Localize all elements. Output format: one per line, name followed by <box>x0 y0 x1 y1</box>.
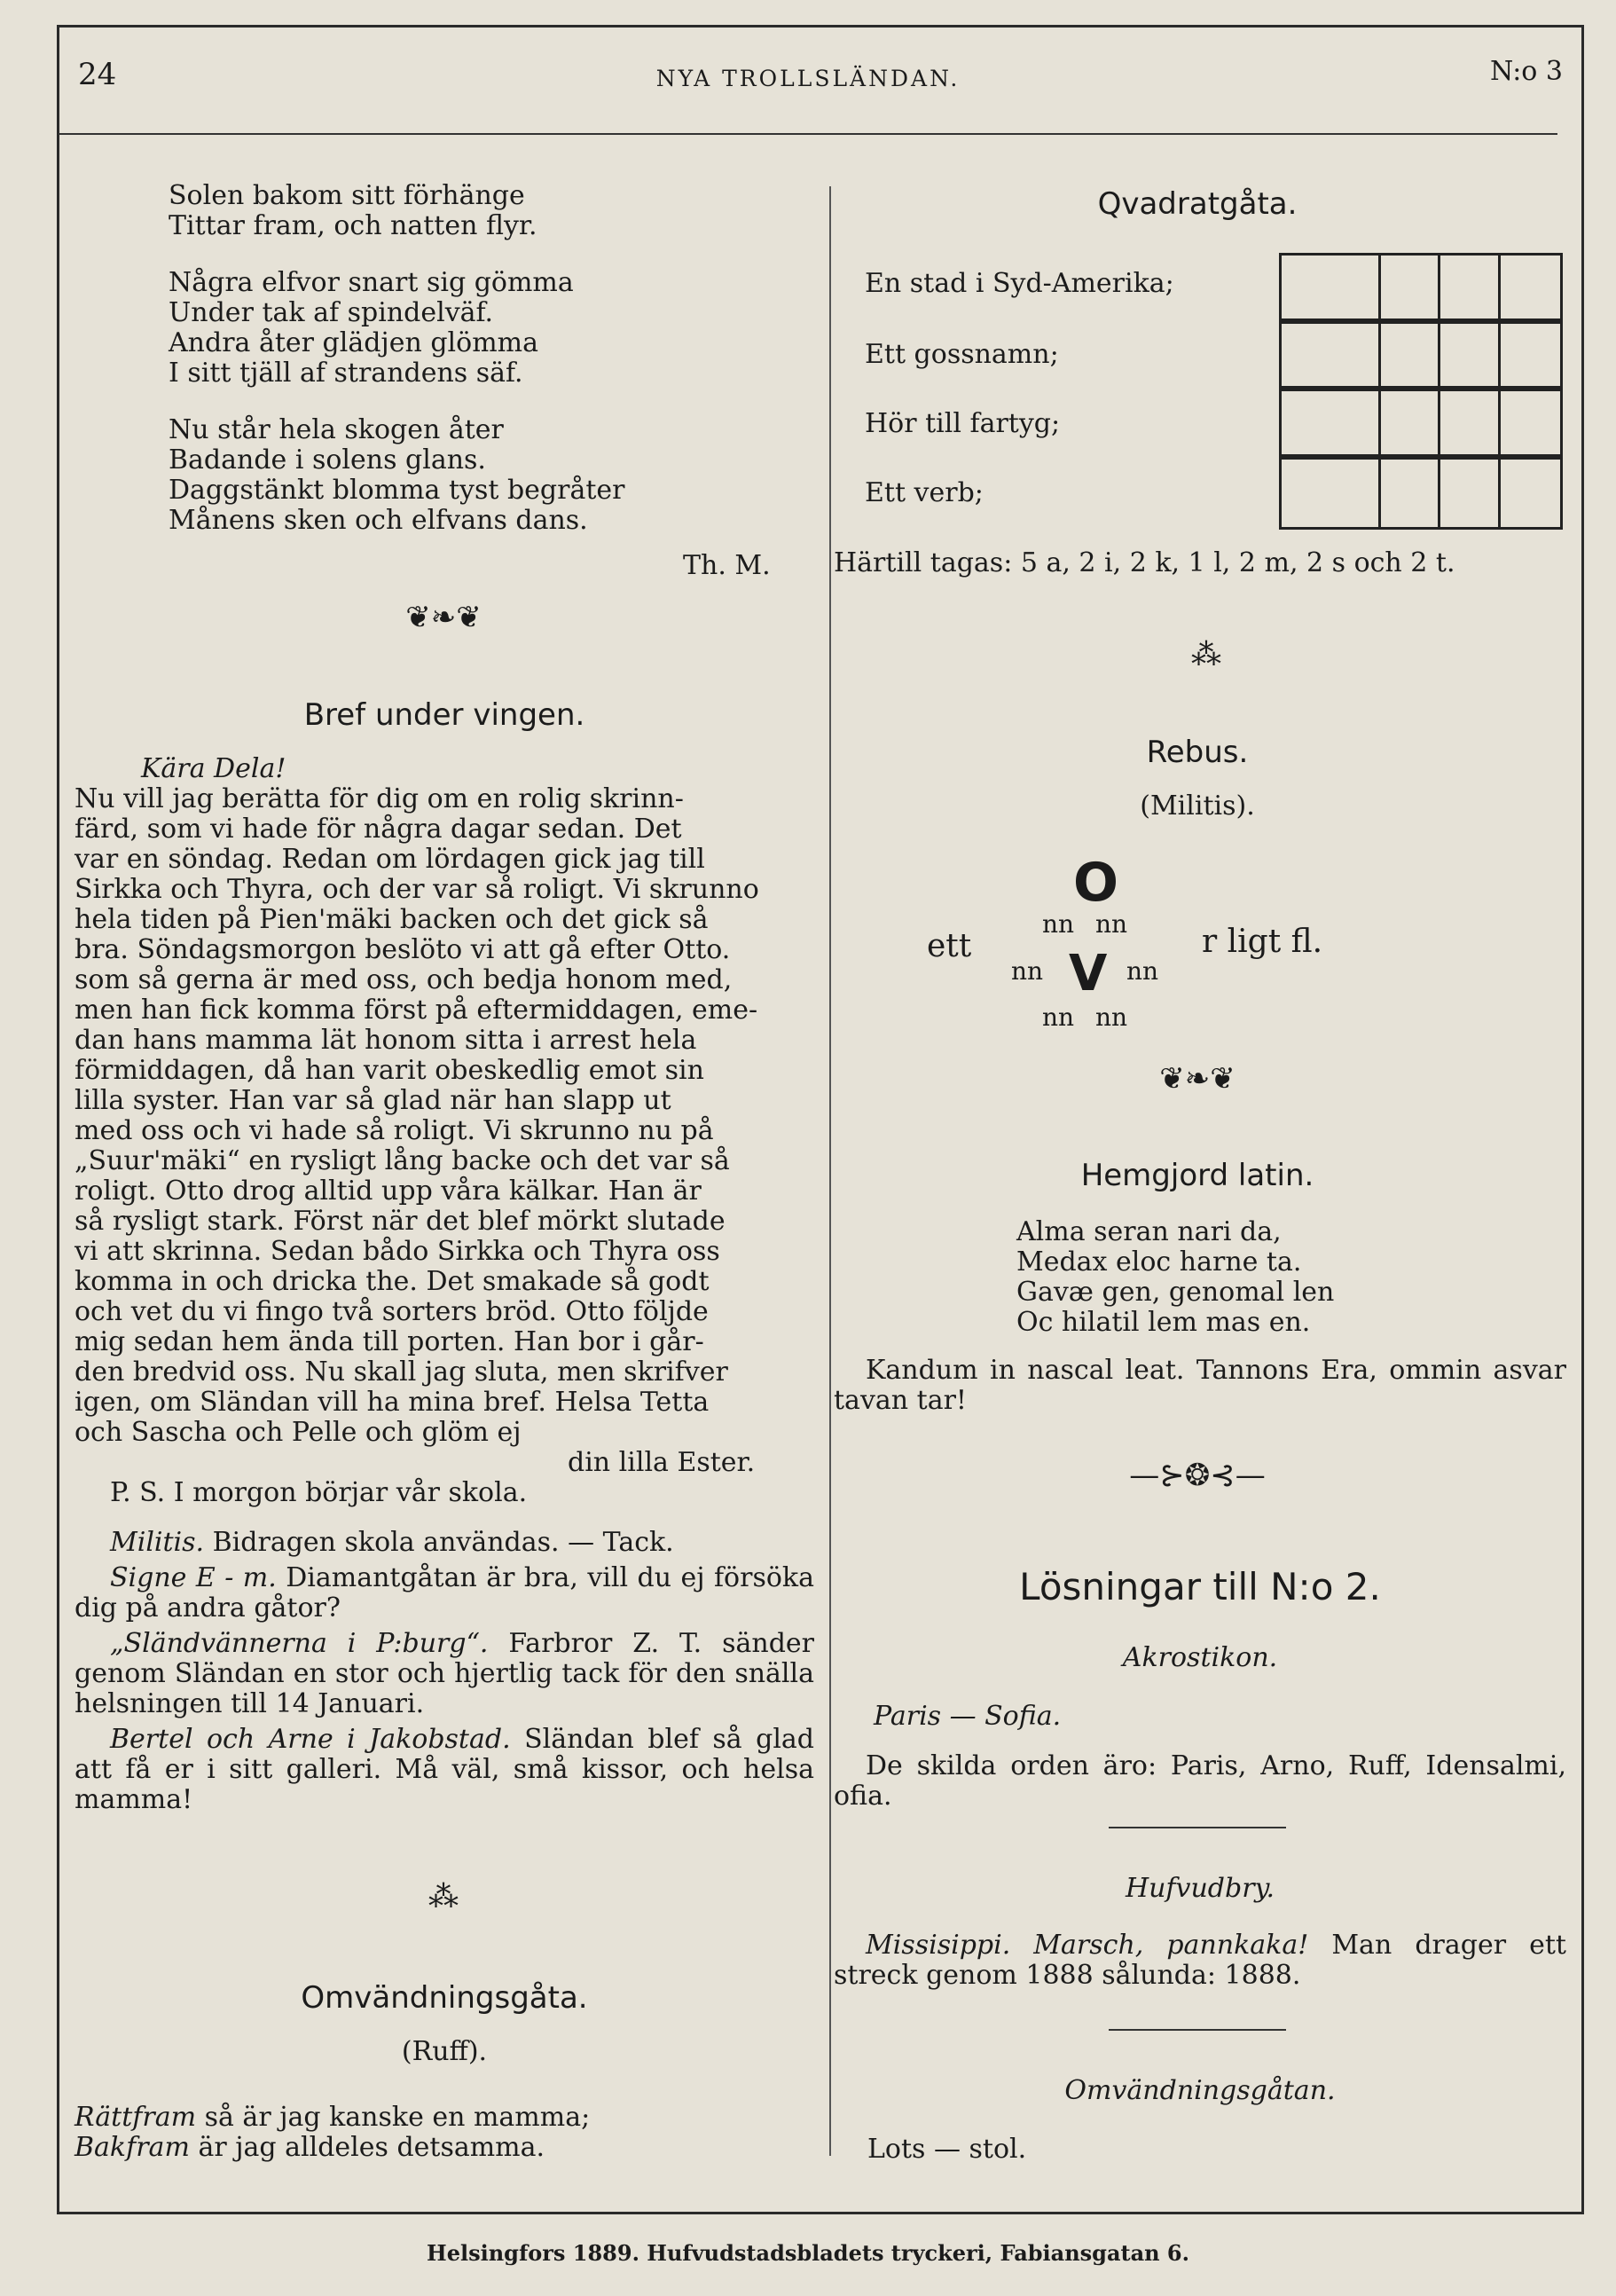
note-name: „Sländvännerna i P:burg“. <box>110 1628 489 1659</box>
letter-line: färd, som vi hade för några dagar sedan. Det <box>75 814 682 845</box>
poem-line: Daggstänkt blomma tyst begråter <box>169 475 625 506</box>
ornament-icon: ❦❧❦ <box>405 600 482 635</box>
letter-line: dan hans mamma lät honom sitta i arrest hela <box>75 1025 697 1056</box>
ornament-icon: ⁂ <box>1191 637 1221 672</box>
qvadrat-letters: Härtill tagas: 5 a, 2 i, 2 k, 1 l, 2 m, 2 s och 2 t. <box>834 547 1455 578</box>
hufvudbry-title: Hufvudbry. <box>1125 1873 1275 1904</box>
letter-salutation: Kära Dela! <box>141 753 286 784</box>
latin-line: Medax eloc harne ta. <box>1016 1246 1302 1278</box>
letter-closing: din lilla Ester. <box>568 1447 756 1478</box>
letter-line: mig sedan hem ända till porten. Han bor i går- <box>75 1326 704 1357</box>
note <box>75 1725 814 1815</box>
poem-line: I sitt tjäll af strandens säf. <box>169 358 523 389</box>
grid-cell <box>1282 460 1381 528</box>
qvadrat-grid <box>1279 253 1563 530</box>
qvadrat-clue: En stad i Syd-Amerika; <box>865 268 1174 299</box>
rebus-o: O <box>1073 852 1119 914</box>
letter-line: bra. Söndagsmorgon beslöto vi att gå efter Otto. <box>75 934 731 965</box>
separator-rule <box>1109 1827 1286 1828</box>
grid-cell <box>1440 391 1500 460</box>
journal-title: NYA TROLLSLÄNDAN. <box>655 66 961 91</box>
letter-line: vi att skrinna. Sedan bådo Sirkka och Thyra oss <box>75 1236 720 1267</box>
letter-line: komma in och dricka the. Det smakade så godt <box>75 1266 710 1297</box>
omvandning-text: är jag alldeles detsamma. <box>198 2132 545 2163</box>
ornament-icon: ❦❧❦ <box>1159 1061 1236 1097</box>
omv-solution-title: Omvändningsgåtan. <box>1064 2075 1336 2106</box>
grid-cell <box>1282 391 1381 460</box>
rebus-v: V <box>1069 945 1108 1003</box>
rebus-nn: nn <box>1042 1003 1075 1032</box>
latin-verse <box>1016 1217 1334 1338</box>
letter-line: den bredvid oss. Nu skall jag sluta, men skrifver <box>75 1356 728 1388</box>
issue-number: N:o 3 <box>1490 56 1563 87</box>
note-name: Militis. <box>110 1527 205 1558</box>
poem-signature: Th. M. <box>683 550 771 581</box>
letter-line: var en söndag. Redan om lördagen gick jag till <box>75 844 705 875</box>
omvandning-label: Rättfram <box>75 2102 197 2133</box>
note-text: Farbror Z. T. sänder genom Sländan en stor och hjertlig tack för den snälla helsningen till 14 Januari. <box>75 1628 814 1719</box>
ornament-icon: ⁂ <box>428 1879 459 1915</box>
solutions-title: Lösningar till N:o 2. <box>1019 1565 1381 1608</box>
letter-line: med oss och vi hade så roligt. Vi skrunno nu på <box>75 1115 714 1146</box>
note <box>75 1629 814 1719</box>
note <box>75 1563 814 1624</box>
grid-cell <box>1381 391 1440 460</box>
grid-cell <box>1282 256 1381 324</box>
grid-cell <box>1381 324 1440 392</box>
poem-line: Tittar fram, och natten flyr. <box>169 210 537 241</box>
rebus-ett: ett <box>927 928 972 964</box>
akrostikon-text: De skilda orden äro: Paris, Arno, Ruff, Idensalmi, ofia. <box>834 1750 1566 1812</box>
letter-line: igen, om Sländan vill ha mina bref. Helsa Tetta <box>75 1387 710 1418</box>
letter-line: hela tiden på Pien'mäki backen och det gick så <box>75 904 709 935</box>
poem-line: Badande i solens glans. <box>169 444 486 476</box>
poem-line: Nu står hela skogen åter <box>169 414 504 445</box>
grid-cell <box>1381 460 1440 528</box>
grid-cell <box>1501 391 1560 460</box>
omvandning-body <box>75 2103 814 2163</box>
poem-line: Solen bakom sitt förhänge <box>169 180 525 211</box>
rebus-nn: nn <box>1042 909 1075 939</box>
qvadrat-title: Qvadratgåta. <box>1097 186 1298 222</box>
poem-line: Månens sken och elfvans dans. <box>169 505 588 536</box>
column-divider <box>829 186 831 2156</box>
grid-cell <box>1501 460 1560 528</box>
editor-notes <box>75 1528 814 1820</box>
note-name: Signe E - m. <box>110 1562 277 1593</box>
grid-cell <box>1282 324 1381 392</box>
poem-stanza <box>169 268 807 389</box>
letter-title: Bref under vingen. <box>303 697 585 733</box>
omvandning-text: så är jag kanske en mamma; <box>204 2102 591 2133</box>
hufvudbry-body <box>834 1930 1566 1991</box>
letter-line: Sirkka och Thyra, och der var så roligt. Vi skrunno <box>75 874 759 905</box>
imprint-footer: Helsingfors 1889. Hufvudstadsbladets tryckeri, Fabiansgatan 6. <box>427 2240 1189 2266</box>
letter-ps: P. S. I morgon börjar vår skola. <box>110 1477 528 1508</box>
qvadrat-clue: Ett gossnamn; <box>865 339 1059 370</box>
hufvudbry-text: Man drager ett streck genom 1888 sålunda: 1888. <box>834 1930 1566 1991</box>
note <box>75 1528 814 1558</box>
omv-solution-answer: Lots — stol. <box>867 2134 1027 2165</box>
note-text: Sländan blef så glad att få er i sitt galleri. Må väl, små kissor, och helsa mamma! <box>75 1724 815 1815</box>
omvandning-line <box>75 2103 814 2133</box>
page-number: 24 <box>78 57 117 92</box>
hufvudbry-label: Missisippi. <box>866 1930 1011 1961</box>
separator-rule <box>1109 2029 1286 2031</box>
rebus-nn: nn <box>1126 956 1159 986</box>
latin-prose: Kandum in nascal leat. Tannons Era, ommin asvar tavan tar! <box>834 1355 1566 1416</box>
qvadrat-clue: Hör till fartyg; <box>865 408 1061 439</box>
akrostikon-words: Paris — Sofia. <box>874 1701 1062 1732</box>
grid-cell <box>1440 324 1500 392</box>
hufvudbry-italic: Marsch, pannkaka! <box>1033 1930 1309 1961</box>
rebus-nn: nn <box>1095 1003 1128 1032</box>
letter-line: roligt. Otto drog alltid upp våra kälkar. Han är <box>75 1176 702 1207</box>
poem <box>169 181 807 562</box>
rebus-author: (Militis). <box>1140 790 1255 822</box>
note-text: Bidragen skola användas. — Tack. <box>212 1527 674 1558</box>
poem-stanza <box>169 415 807 536</box>
akrostikon-title: Akrostikon. <box>1122 1642 1278 1673</box>
note-text: Diamantgåtan är bra, vill du ej försöka dig på andra gåtor? <box>75 1562 814 1624</box>
rebus-tail: r ligt fl. <box>1202 924 1323 960</box>
omvandning-label: Bakfram <box>75 2132 190 2163</box>
poem-stanza <box>169 181 807 241</box>
poem-line: Under tak af spindelväf. <box>169 297 494 328</box>
grid-cell <box>1501 324 1560 392</box>
grid-cell <box>1440 256 1500 324</box>
header-rule <box>59 133 1557 135</box>
rebus-nn: nn <box>1095 909 1128 939</box>
poem-line: Några elfvor snart sig gömma <box>169 267 574 298</box>
omvandning-title: Omvändningsgåta. <box>301 1980 588 2016</box>
letter-line: och Sascha och Pelle och glöm ej <box>75 1417 522 1448</box>
letter-line: lilla syster. Han var så glad när han slapp ut <box>75 1085 671 1116</box>
latin-line: Alma seran nari da, <box>1016 1216 1282 1247</box>
rebus-title: Rebus. <box>1146 735 1249 770</box>
grid-cell <box>1440 460 1500 528</box>
poem-line: Andra åter glädjen glömma <box>169 327 538 358</box>
ornament-icon: —⊱❂⊰— <box>1129 1458 1266 1493</box>
letter-line: som så gerna är med oss, och bedja honom med, <box>75 964 733 995</box>
latin-line: Gavæ gen, genomal len <box>1016 1277 1335 1308</box>
latin-line: Oc hilatil lem mas en. <box>1016 1307 1311 1338</box>
qvadrat-clue: Ett verb; <box>865 477 984 508</box>
omvandning-author: (Ruff). <box>401 2036 488 2067</box>
letter-body <box>75 754 814 1508</box>
grid-cell <box>1381 256 1440 324</box>
grid-cell <box>1501 256 1560 324</box>
letter-line: och vet du vi fingo två sorters bröd. Otto följde <box>75 1296 709 1327</box>
latin-title: Hemgjord latin. <box>1080 1158 1314 1193</box>
letter-line: så rysligt stark. Först när det blef mörkt slutade <box>75 1206 726 1237</box>
note-name: Bertel och Arne i Jakobstad. <box>110 1724 511 1755</box>
letter-line: förmiddagen, då han varit obeskedlig emot sin <box>75 1055 704 1086</box>
rebus-nn: nn <box>1011 956 1044 986</box>
letter-line: Nu vill jag berätta för dig om en rolig skrinn- <box>75 783 684 814</box>
omvandning-line <box>75 2133 814 2163</box>
letter-line: men han fick komma först på eftermiddagen, eme- <box>75 995 758 1026</box>
letter-line: „Suur'mäki“ en rysligt lång backe och det var så <box>75 1145 730 1176</box>
